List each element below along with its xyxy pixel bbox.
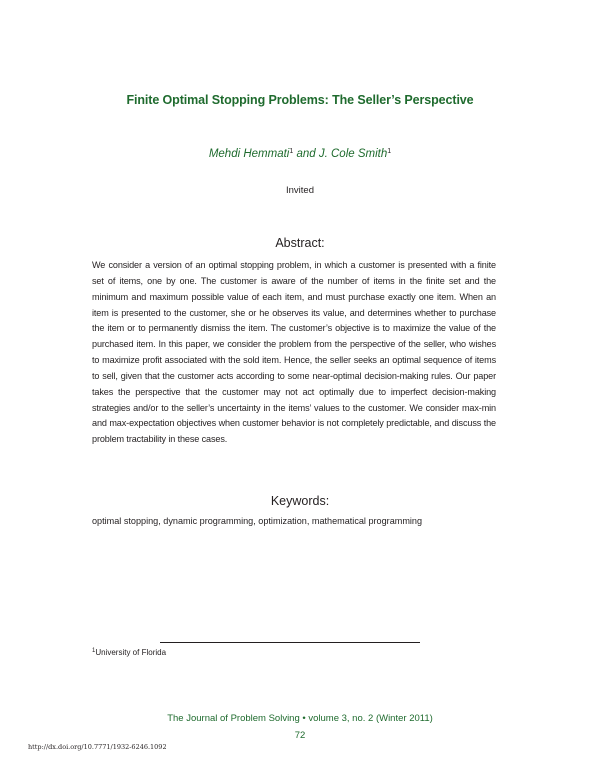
footnote-mark: 1 xyxy=(92,648,96,654)
footnote-text: University of Florida xyxy=(95,648,167,657)
page-number: 72 xyxy=(294,730,306,741)
author-connector: and xyxy=(296,148,316,160)
affiliation-mark: 1 xyxy=(289,148,294,155)
keywords-heading: Keywords: xyxy=(270,494,330,508)
author-list xyxy=(0,148,600,160)
invited-label: Invited xyxy=(286,185,314,196)
affiliation-mark: 1 xyxy=(387,148,392,155)
footnote-divider xyxy=(160,642,420,643)
keywords-text: optimal stopping, dynamic programming, optimization, mathematical programming xyxy=(92,516,423,526)
journal-citation: The Journal of Problem Solving • volume 3, no. 2 (Winter 2011) xyxy=(167,713,433,724)
author-name: Mehdi Hemmati xyxy=(208,148,290,160)
paper-title: Finite Optimal Stopping Problems: The Seller’s Perspective xyxy=(126,93,474,107)
abstract-text: We consider a version of an optimal stopping problem, in which a customer is presented with a finite set of items, one by one. The customer is aware of the number of items in the finite set and the minimum and maximum possible value of each item, and must purchase exactly one item. When an item is presented to the customer, she or he observes its value, and determines whether to purchase the item or to permanently dismiss the item. The customer’s objective is to maximize the value of the purchased item. In this paper, we consider the problem from the perspective of the seller, who wishes to maximize profit associated with the sold item. Hence, the seller seeks an optimal sequence of items to sell, given that the customer acts according to some near-optimal decision-making rules. Our paper takes the perspective that the customer may not act optimally due to imperfect decision-making strategies and/or to the seller’s uncertainty in the items’ values to the customer. We consider max-min and max-expectation objectives when customer behavior is not completely predictable, and discuss the problem tractability in these cases. xyxy=(92,260,496,445)
doi-link[interactable]: http://dx.doi.org/10.7771/1932-6246.1092 xyxy=(28,743,167,751)
author-name: J. Cole Smith xyxy=(318,148,388,160)
footnote xyxy=(92,648,166,657)
abstract-heading: Abstract: xyxy=(275,236,325,250)
